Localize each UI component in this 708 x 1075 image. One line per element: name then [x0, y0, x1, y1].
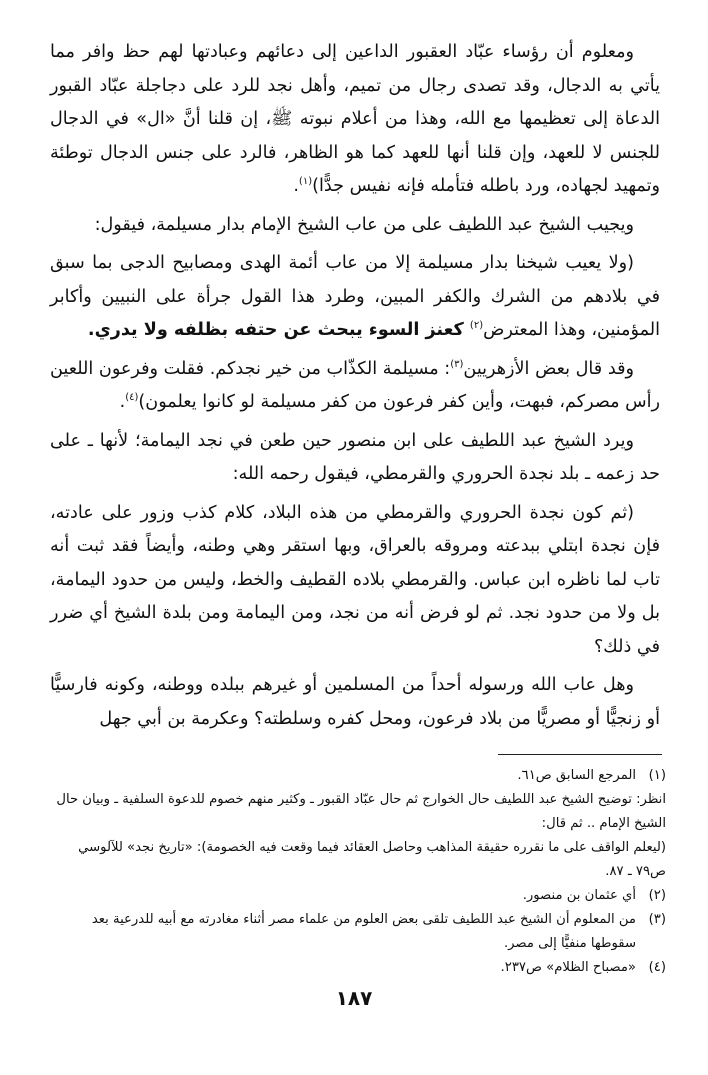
paragraph-6: [50, 497, 660, 665]
footnote-4: [50, 956, 666, 980]
footnote-ref-2: (٢): [469, 320, 484, 332]
main-text: [50, 36, 660, 741]
footnote-ref-3: (٣): [450, 358, 464, 370]
paragraph-5: [50, 425, 660, 492]
paragraph-1-text: ومعلوم أن رؤساء عبّاد العقبور الداعين إلى دعائهم وعبادتها لهم حظ وافر مما يأتي به الدجال، وقد تصدى رجال من تميم، وأهل نجد للرد على دجاجلة عبّاد القبور الدعاة إلى تعظيمها مع الله، وهذا من أعلام نبوته ﷺ، إن قلنا أنَّ «ال» في الدجال للجنس لا للعهد، وإن قلنا أنها للعهد كما هو الظاهر، فالرد على جنس الدجال توطئة وتمهيد لجهاده، ورد باطله فتأمله فإنه نفيس جدًّا): [50, 42, 660, 196]
paragraph-3-text: (ولا يعيب شيخنا بدار مسيلمة إلا من عاب أئمة الهدى ومصابيح الدجى بما سبق في بلادهم من الشرك والكفر المبين، وطرد هذا القول جرأة على النبيين وأكابر المؤمنين، وهذا المعترض: [50, 253, 660, 340]
footnote-text: «مصباح الظلام» ص٢٣٧.: [500, 960, 636, 975]
footnote-3: [50, 908, 666, 956]
footnote-number: (٤): [648, 960, 666, 975]
footnote-1: [50, 764, 666, 788]
footnote-ref-1: (١): [298, 176, 313, 188]
paragraph-6-text: (ثم كون نجدة الحروري والقرمطي من هذه البلاد، كلام كذب وزور على عادته، فإن نجدة ابتلي ببدعته ومروقه بالعراق، وبها استقر وهي وطنه، وأيضاً فقد ثبت أنه تاب لما ناظره ابن عباس. والقرمطي بلاده القطيف والخط، وليس من حدود اليمامة، بل ولا من حدود نجد. ثم لو فرض أنه من نجد، ومن اليمامة ومن بلدة الشيخ أي ضرر في ذلك؟: [50, 502, 660, 657]
paragraph-4-tail: : مسيلمة الكذّاب من خير نجدكم. فقلت وفرعون اللعين رأس مصركم، فبهت، وأين كفر فرعون من كفر مسيلمة لو كانوا يعلمون): [50, 358, 660, 412]
paragraph-3: [50, 247, 660, 348]
footnote-text: من المعلوم أن الشيخ عبد اللطيف تلقى بعض العلوم من علماء مصر أثناء مغادرته مع أبيه للدرعية بعد سقوطها منفيًّا إلى مصر.: [91, 912, 636, 951]
paragraph-4-tail-2: .: [119, 392, 126, 412]
footnote-ref-4: (٤): [125, 392, 139, 404]
paragraph-4: [50, 353, 660, 420]
footnote-text: المرجع السابق ص٦١.: [517, 768, 636, 783]
paragraph-4-text: وقد قال بعض الأزهريين: [463, 358, 634, 379]
page-number: ١٨٧: [335, 986, 373, 1010]
footnote-2: [50, 884, 666, 908]
paragraph-2-text: ويجيب الشيخ عبد اللطيف على من عاب الشيخ الإمام بدار مسيلمة، فيقول:: [94, 214, 634, 235]
paragraph-1: [50, 36, 660, 204]
footnote-number: (٢): [648, 888, 666, 903]
paragraph-2: [50, 209, 660, 243]
footnote-text: أي عثمان بن منصور.: [522, 888, 636, 903]
footnote-1-continuation: انظر: توضيح الشيخ عبد اللطيف حال الخوارج ثم حال عبّاد القبور ـ وكثير منهم خصوم للدعوة السلفية ـ وبيان حال الشيخ الإمام .. ثم قال:: [56, 792, 666, 831]
footnotes: [50, 764, 666, 980]
paragraph-7-text: وهل عاب الله ورسوله أحداً من المسلمين أو غيرهم ببلده ووطنه، وكونه فارسيًّا أو زنجيًّا أو مصريًّا من بلاد فرعون، ومحل كفره وسلطته؟ وعكرمة بن أبي جهل: [50, 675, 660, 729]
paragraph-5-text: ويرد الشيخ عبد اللطيف على ابن منصور حين طعن في نجد اليمامة؛ لأنها ـ على حد زعمه ـ بلد نجدة الحروري والقرمطي، فيقول رحمه الله:: [50, 430, 660, 484]
footnote-1-quote: (ليعلم الواقف على ما نقرره حقيقة المذاهب وحاصل العقائد فيما وقعت فيه الخصومة): «تاريخ نجد» للآلوسي ص٧٩ ـ ٨٧.: [78, 840, 666, 879]
paragraph-3-tail: كعنز السوء يبحث عن حتفه بظلفه ولا يدري.: [87, 320, 470, 340]
footnote-number: (٣): [648, 912, 666, 927]
paragraph-7: [50, 669, 660, 736]
footnote-divider: [498, 754, 662, 755]
paragraph-1-tail: .: [293, 176, 299, 196]
footnote-number: (١): [648, 768, 666, 783]
